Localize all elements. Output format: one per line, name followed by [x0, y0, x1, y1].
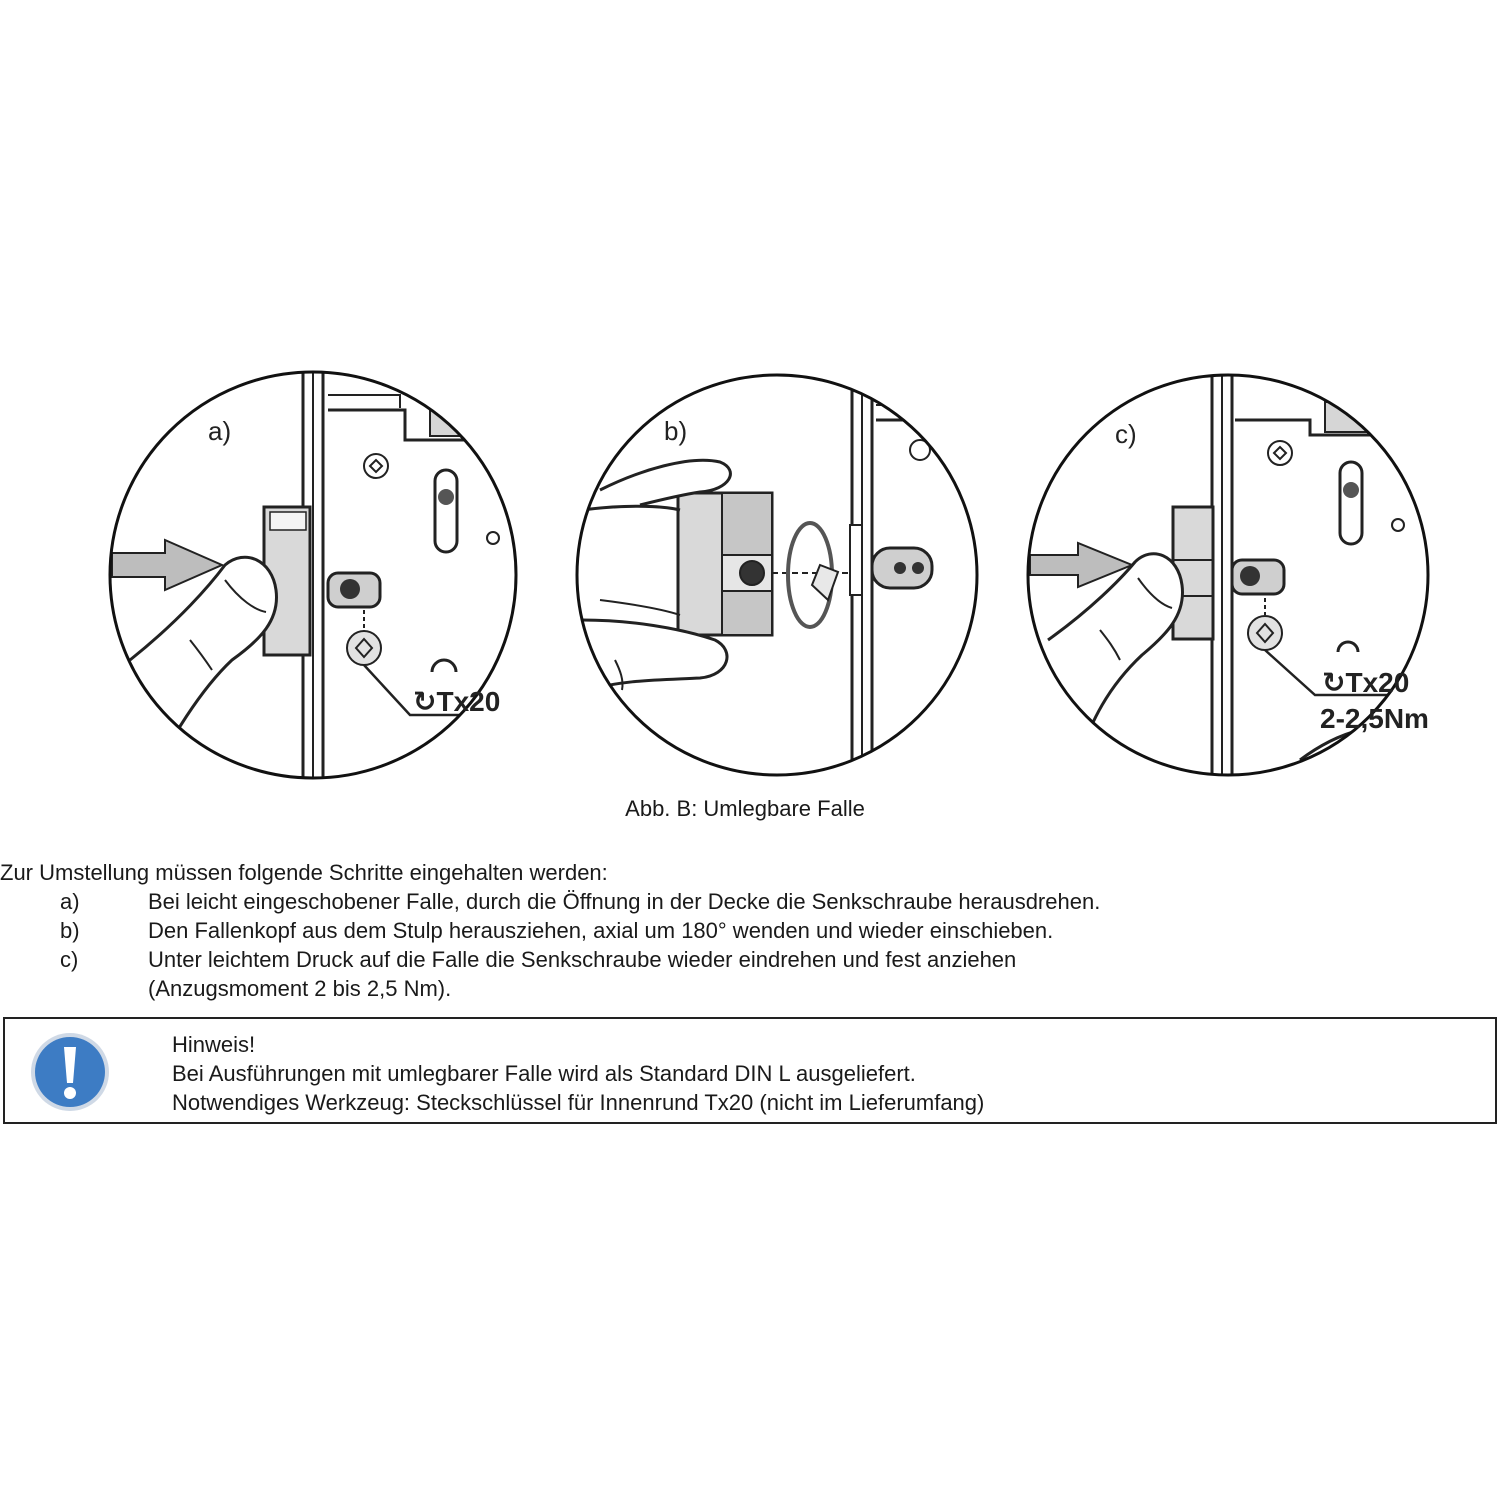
step-letter: c) — [60, 947, 79, 972]
step-text: Den Fallenkopf aus dem Stulp herausziehen, axial um 180° wenden und wieder einschieben. — [148, 918, 1054, 943]
panel-c — [1028, 370, 1440, 780]
step-text: Unter leichtem Druck auf die Falle die Senkschraube wieder eindrehen und fest anziehen — [148, 947, 1017, 972]
figure-caption: Abb. B: Umlegbare Falle — [625, 796, 865, 821]
note-title: Hinweis! — [172, 1032, 256, 1057]
step-letter: b) — [60, 918, 80, 943]
instructions-intro: Zur Umstellung müssen folgende Schritte eingehalten werden: — [0, 860, 608, 885]
panel-c-tool-label: ↻Tx20 — [1322, 667, 1410, 698]
note-box — [3, 1017, 1497, 1124]
note-line: Notwendiges Werkzeug: Steckschlüssel für Innenrund Tx20 (nicht im Lieferumfang) — [172, 1090, 985, 1115]
panel-c-torque-label: 2-2,5Nm — [1320, 703, 1429, 734]
exclamation-icon — [29, 1031, 111, 1113]
panel-b-label: b) — [664, 416, 688, 446]
panel-a — [110, 370, 516, 780]
panel-a-tool-label: ↻Tx20 — [413, 686, 501, 717]
panel-c-label: c) — [1115, 419, 1137, 449]
panel-a-label: a) — [208, 416, 232, 446]
step-text: Bei leicht eingeschobener Falle, durch die Öffnung in der Decke die Senkschraube herausdrehen. — [148, 889, 1101, 914]
step-letter: a) — [60, 889, 80, 914]
figure-illustration — [0, 370, 1500, 780]
step-c-continuation: (Anzugsmoment 2 bis 2,5 Nm). — [148, 976, 452, 1001]
note-line: Bei Ausführungen mit umlegbarer Falle wird als Standard DIN L ausgeliefert. — [172, 1061, 916, 1086]
panel-b — [577, 370, 980, 780]
